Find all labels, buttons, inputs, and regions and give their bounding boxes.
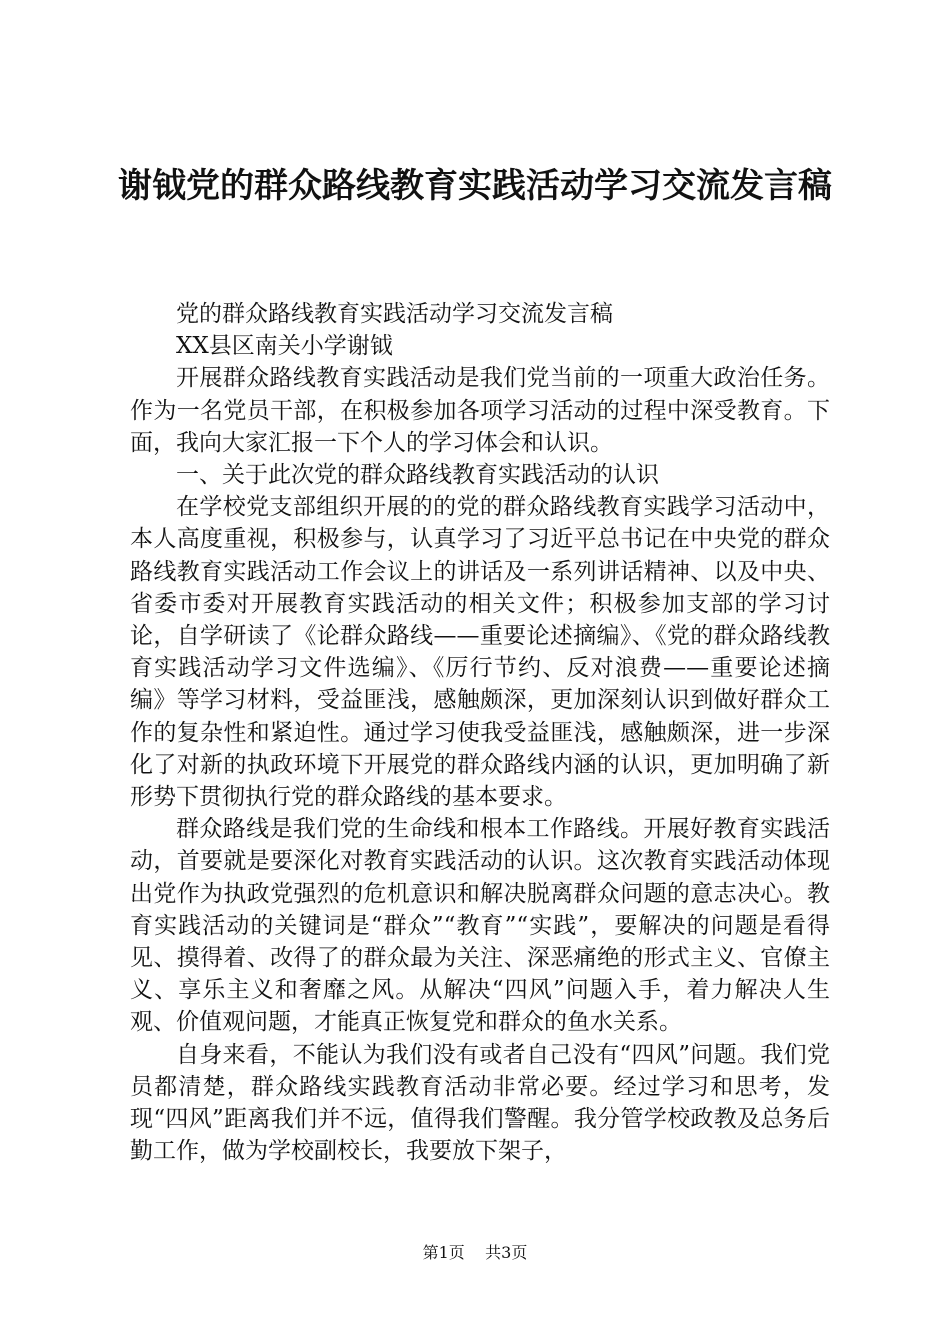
page-separator (470, 1243, 480, 1262)
page-footer (0, 1243, 950, 1263)
page-total: 共3页 (485, 1243, 528, 1262)
body-paragraph: 开展群众路线教育实践活动是我们党当前的一项重大政治任务。作为一名党员干部，在积极参加各项学习活动的过程中深受教育。下面，我向大家汇报一下个人的学习体会和认识。 (130, 365, 830, 456)
document-body (130, 298, 830, 1167)
document-title: 谢钺党的群众路线教育实践活动学习交流发言稿 (118, 166, 832, 206)
page-number: 第1页 (422, 1243, 465, 1262)
author-line: XX县区南关小学谢钺 (176, 333, 393, 360)
subtitle-paragraph: 党的群众路线教育实践活动学习交流发言稿 (176, 301, 613, 327)
section-heading: 一、关于此次党的群众路线教育实践活动的认识 (176, 462, 659, 489)
body-paragraph: 在学校党支部组织开展的的党的群众路线教育实践学习活动中，本人高度重视，积极参与，认真学习了习近平总书记在中央党的群众路线教育实践活动工作会议上的讲话及一系列讲话精神、以及中央、省委市委对开展教育实践活动的相关文件；积极参加支部的学习讨论，自学研读了《论群众路线——重要论述摘编》、《党的群众路线教育实践活动学习文件选编》、《厉行节约、反对浪费——重要论述摘编》等学习材料，受益匪浅，感触颇深，更加深刻认识到做好群众工作的复杂性和紧迫性。通过学习使我受益匪浅，感触颇深，进一步深化了对新的执政环境下开展党的群众路线内涵的认识，更加明确了新形势下贯彻执行党的群众路线的基本要求。 (130, 494, 830, 811)
body-paragraph: 群众路线是我们党的生命线和根本工作路线。开展好教育实践活动，首要就是要深化对教育实践活动的认识。这次教育实践活动体现出党作为执政党强烈的危机意识和解决脱离群众问题的意志决心。教育实践活动的关键词是“群众”“教育”“实践”，要解决的问题是看得见、摸得着、改得了的群众最为关注、深恶痛绝的形式主义、官僚主义、享乐主义和奢靡之风。从解决“四风”问题入手，着力解决人生观、价值观问题，才能真正恢复党和群众的鱼水关系。 (130, 816, 830, 1036)
body-paragraph: 自身来看，不能认为我们没有或者自己没有“四风”问题。我们党员都清楚，群众路线实践教育活动非常必要。经过学习和思考，发现“四风”距离我们并不远，值得我们警醒。我分管学校政教及总务后勤工作，做为学校副校长，我要放下架子， (130, 1041, 830, 1165)
